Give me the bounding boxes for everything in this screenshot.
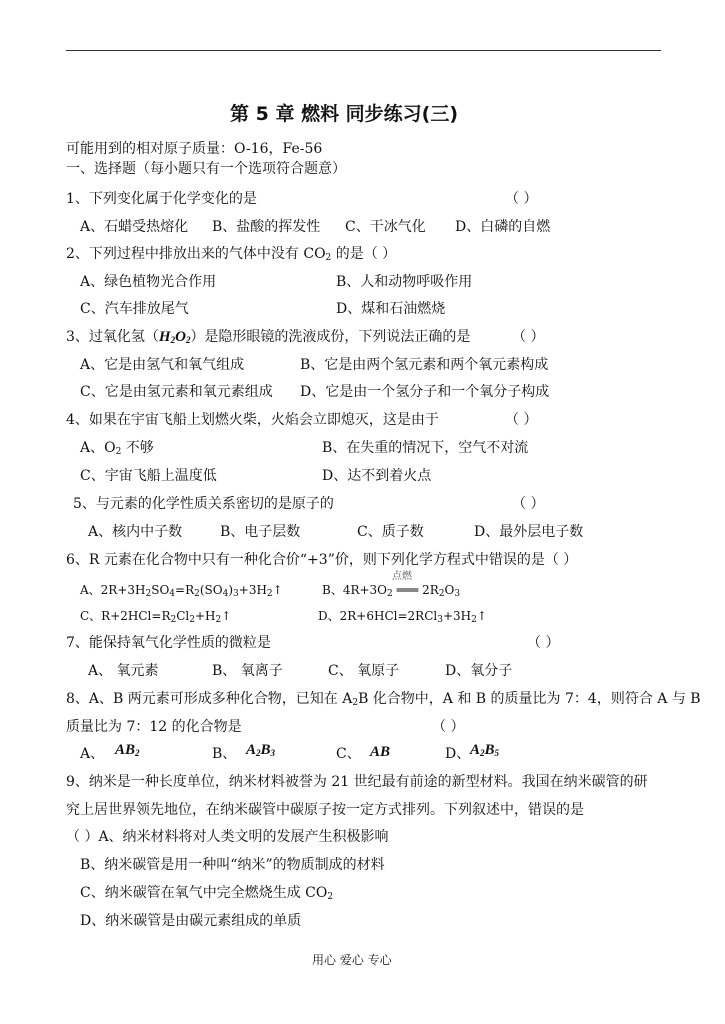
q8-formula-a: $AB_2$ [115,742,140,758]
q7-option-b: B、 氧离子 [212,663,283,679]
question-8-stem: 8、A、B 两元素可形成多种化合物，已知在 $A_2B$ 化合物中，A 和 B 的质量比为 7：4，则符合 A 与 B [66,691,701,708]
q7-option-c: C、 氧原子 [328,663,400,679]
q8-label-d: D、 [445,746,471,762]
q6-option-a: A、$2R+3H_2SO_4=R_2(SO_4)_3+3H_2↑$ [80,583,283,599]
q5-option-d: D、最外层电子数 [474,524,584,540]
q1-option-d: D、白磷的自燃 [455,219,551,235]
q3-option-d: D、它是由一个氢分子和一个氧分子构成 [300,384,550,400]
q6-option-d: D、$2R+6HCl=2RCl_3+3H_2↑$ [318,609,487,625]
q6-option-b: B、$4R+3O_2$ ═══ $2R_2O_3$ [322,583,461,599]
answer-blank-4: （ ） [505,412,538,428]
question-4-stem: 4、如果在宇宙飞船上划燃火柴，火焰会立即熄灭，这是由于 [66,412,439,428]
answer-blank-5: （ ） [512,496,545,512]
q5-option-a: A、核内中子数 [88,524,183,540]
page-title: 第 5 章 燃料 同步练习(三) [230,103,459,125]
q8-formula-c: AB [370,744,391,760]
q4-option-d: D、达不到着火点 [322,468,432,484]
question-5-stem: 5、与元素的化学性质关系密切的是原子的 [73,496,334,512]
question-9-line-3: （ ）A、纳米材料将对人类文明的发展产生积极影响 [66,829,389,845]
q8-formula-b: $A_2B_3$ [246,742,276,758]
question-9-line-2: 究上居世界领先地位，在纳米碳管中碳原子按一定方式排列。下列叙述中，错误的是 [66,802,584,818]
question-2-stem: 2、下列过程中排放出来的气体中没有 $CO_2$ 的是（ ） [66,246,397,263]
q4-option-a: A、$O_2$ 不够 [80,440,154,457]
question-3-stem: 3、过氧化氢$(H_2O_2)$是隐形眼镜的洗液成份，下列说法正确的是 [66,329,471,345]
q8-label-a: A、 [80,746,105,762]
q2-option-c: C、汽车排放尾气 [80,301,189,317]
q2-option-a: A、绿色植物光合作用 [80,274,217,290]
q8-formula-d: $A_2B_5$ [470,742,500,758]
q1-option-b: B、盐酸的挥发性 [212,219,321,235]
q9-option-c: C、纳米碳管在氧气中完全燃烧生成 $CO_2$ [80,885,334,902]
q9-option-d: D、纳米碳管是由碳元素组成的单质 [80,913,302,929]
q5-option-c: C、质子数 [357,524,424,540]
q5-option-b: B、电子层数 [220,524,301,540]
question-1-stem: 1、下列变化属于化学变化的是 [66,191,257,207]
q1-option-c: C、干冰气化 [345,219,426,235]
q2-option-b: B、人和动物呼吸作用 [336,274,473,290]
h2o2-formula: $H_2O_2$ [158,329,191,345]
q4-option-c: C、宇宙飞船上温度低 [80,468,217,484]
q4-option-b: B、在失重的情况下，空气不对流 [322,440,529,456]
q7-option-d: D、氧分子 [445,663,513,679]
answer-blank-8: （ ） [432,719,465,735]
question-9-line-1: 9、纳米是一种长度单位，纳米材料被誉为 21 世纪最有前途的新型材料。我国在纳米碳管的研 [66,774,648,790]
q6-option-c: C、$R+2HCl=R_2Cl_2+H_2↑$ [80,609,232,625]
atomic-mass-note: 可能用到的相对原子质量：O-16，Fe-56 [66,141,323,157]
answer-blank-7: （ ） [527,635,560,651]
q3-option-b: B、它是由两个氢元素和两个氧元素构成 [300,357,549,373]
answer-blank-1: （ ） [505,191,538,207]
q3-option-a: A、它是由氢气和氧气组成 [80,357,245,373]
answer-blank-3: （ ） [512,329,545,345]
page-footer: 用心 爱心 专心 [312,953,392,967]
q7-option-a: A、 氧元素 [88,663,159,679]
q2-option-d: D、煤和石油燃烧 [336,301,446,317]
reaction-condition-ignite: 点燃 [392,571,412,582]
q9-option-b: B、纳米碳管是用一种叫“纳米”的物质制成的材料 [80,857,385,873]
question-8-stem-cont: 质量比为 7：12 的化合物是 [66,719,242,735]
section-heading: 一、选择题（每小题只有一个选项符合题意） [66,161,346,177]
q8-label-c: C、 [336,746,361,762]
question-7-stem: 7、能保持氧气化学性质的微粒是 [66,635,271,651]
q3-option-c: C、它是由氢元素和氧元素组成 [80,384,273,400]
q1-option-a: A、石蜡受热熔化 [80,219,189,235]
q8-label-b: B、 [212,746,237,762]
question-6-stem: 6、R 元素在化合物中只有一种化合价“+3”价，则下列化学方程式中错误的是（ ） [66,552,578,568]
header-rule [66,50,661,51]
